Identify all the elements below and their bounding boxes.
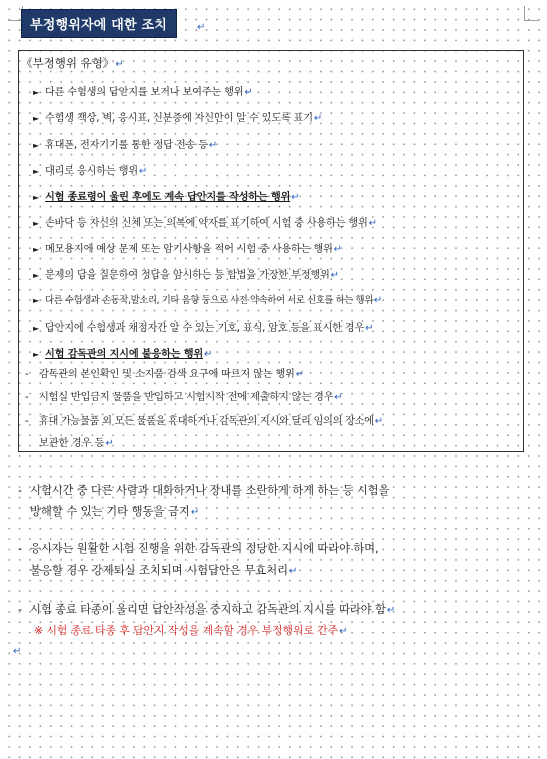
list-item-emphasis: ► 시험 종료령이 울린 후에도 계속 답안지를 작성하는 행위↵ — [33, 192, 300, 203]
triangle-bullet-icon: ► — [33, 114, 39, 123]
paragraph-mark-icon: ↵ — [13, 646, 22, 657]
triangle-bullet-icon: ► — [33, 271, 39, 280]
paragraph-mark-icon: ↵ — [115, 59, 124, 70]
list-item: ► 수험생 책상, 벽, 응시표, 신분증에 자신만이 알 수 있도록 표기↵ — [33, 113, 323, 124]
sub-list-continuation: 보관한 경우 등↵ — [39, 438, 114, 449]
triangle-bullet-icon: ► — [33, 350, 39, 359]
sub-list-item: - 시험실 반입금지 물품을 반입하고 시험시작 전에 제출하지 않는 경우↵ — [25, 392, 343, 403]
triangle-bullet-icon: ► — [33, 167, 39, 176]
triangle-bullet-icon: ► — [33, 245, 39, 254]
notice-paragraph-1: - 시험시간 중 다른 사람과 대화하거나 장내를 소란하게 하게 하는 등 시험을 — [18, 484, 390, 497]
list-item: ► 휴대폰, 전자기기를 통한 정답 전송 등↵ — [33, 140, 218, 151]
notice-paragraph-3: - 시험 종료 타종이 울리면 답안작성을 중지하고 감독관의 지시를 따라야 함↵ — [18, 603, 396, 616]
list-item: ► 손바닥 등 자신의 신체 또는 의복에 약자를 표기하여 시험 중 사용하는 행위↵ — [33, 218, 377, 229]
box-heading: 《부정행위 유형》↵ — [21, 56, 124, 70]
warning-note: ※ 시험 종료 타종 후 답안지 작성을 계속할 경우 부정행위로 간주↵ — [34, 624, 348, 637]
list-item-emphasis: ► 시험 감독관의 지시에 불응하는 행위↵ — [33, 349, 213, 360]
section-title: 부정행위자에 대한 조치 — [21, 9, 177, 38]
sub-list-item: - 휴대 가능물품 외 모든 물품을 휴대하거나 감독관의 지시와 달리 임의의 장소에↵ — [25, 416, 383, 427]
list-item: ► 다른 수험생과 손동작,발소리, 기타 음향 등으로 사전 약속하여 서로 신호를 하는 행위↵ — [33, 295, 382, 306]
triangle-bullet-icon: ► — [33, 219, 39, 228]
list-item: ► 메모용지에 예상 문제 또는 암기사항을 적어 시험 중 사용하는 행위↵ — [33, 244, 342, 255]
triangle-bullet-icon: ► — [33, 193, 39, 202]
triangle-bullet-icon: ► — [33, 88, 39, 97]
notice-paragraph-2-cont: 불응할 경우 강제퇴실 조치되며 시험답안은 무효처리↵ — [30, 564, 298, 577]
misconduct-types-box — [18, 50, 524, 452]
notice-paragraph-1-cont: 방해할 수 있는 기타 행동을 금지↵ — [30, 505, 200, 518]
triangle-bullet-icon: ► — [33, 141, 39, 150]
triangle-bullet-icon: ► — [33, 296, 39, 305]
list-item: ► 문제의 답을 질문하여 정답을 암시하는 등 합법을 가장한 부정행위↵ — [33, 270, 339, 281]
sub-list-item: - 감독관의 본인확인 및 소지품 검색 요구에 따르지 않는 행위↵ — [25, 369, 304, 380]
page-corner-mark-right — [524, 6, 539, 21]
paragraph-mark-icon: ↵ — [197, 22, 206, 33]
triangle-bullet-icon: ► — [33, 324, 39, 333]
list-item: ► 대리로 응시하는 행위↵ — [33, 166, 148, 177]
list-item: ► 다른 수험생의 답안지를 보거나 보여주는 행위↵ — [33, 87, 253, 98]
list-item: ► 답안지에 수험생과 채점자간 알 수 있는 기호, 표식, 암호 등을 표시한 경우↵ — [33, 323, 374, 334]
notice-paragraph-2: - 응시자는 원활한 시험 진행을 위한 감독관의 정당한 지시에 따라야 하며, — [18, 542, 379, 555]
section-title-wrap — [21, 9, 177, 38]
